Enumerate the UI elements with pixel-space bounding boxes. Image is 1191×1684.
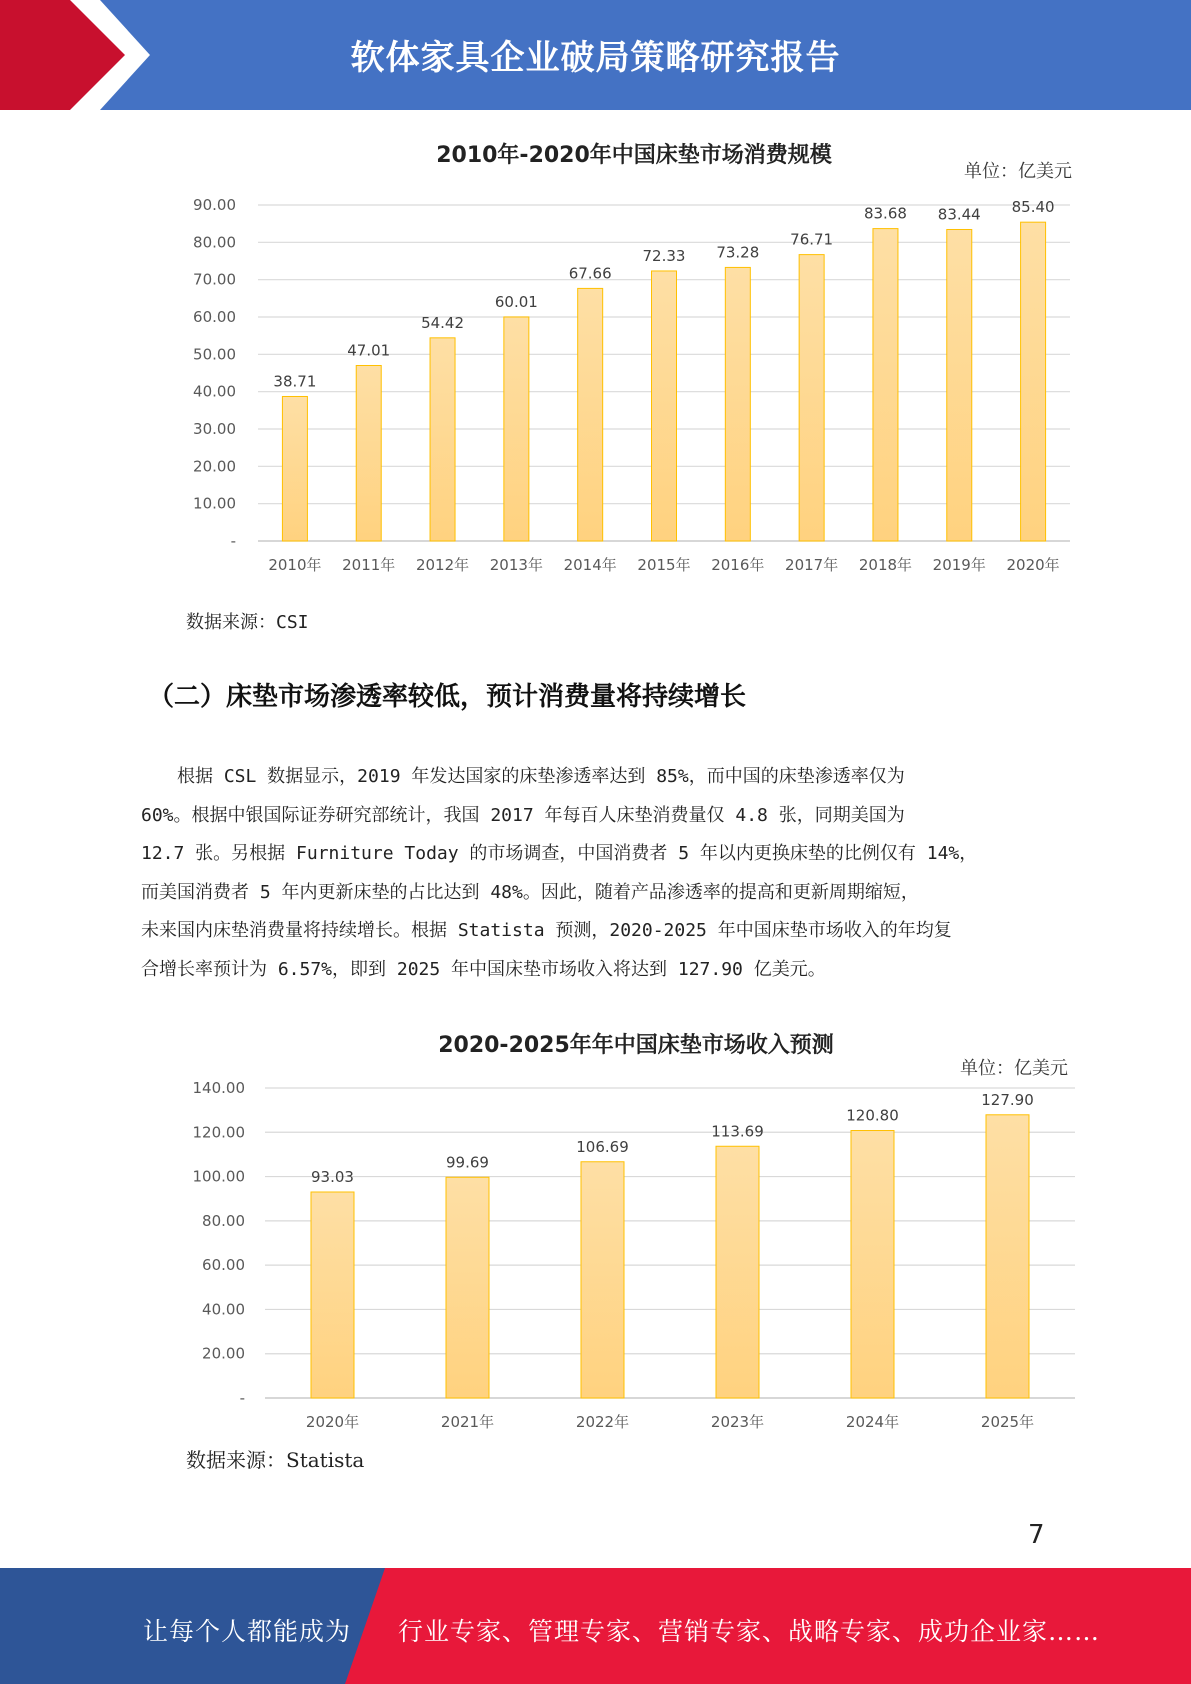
- revenue-forecast-chart: [0, 1025, 1191, 1439]
- data-label: 127.90: [981, 1090, 1034, 1109]
- section-heading: （二）床垫市场渗透率较低，预计消费量将持续增长: [148, 682, 747, 712]
- bar: [947, 229, 972, 541]
- paragraph-line: 根据 CSL 数据显示，2019 年发达国家的床垫渗透率达到 85%，而中国的床垫渗透率仅为: [141, 766, 905, 787]
- bar: [311, 1192, 354, 1398]
- chart-title: 2010年-2020年中国床垫市场消费规模: [436, 143, 832, 168]
- x-tick-label: 2011年: [342, 556, 396, 574]
- page-footer: [0, 1568, 1191, 1684]
- x-tick-label: 2019年: [932, 556, 986, 574]
- data-label: 106.69: [576, 1137, 629, 1156]
- paragraph-line: 而美国消费者 5 年内更新床垫的占比达到 48%。因此，随着产品渗透率的提高和更新周期缩短，: [141, 881, 919, 903]
- data-label: 73.28: [716, 243, 760, 262]
- chart2-svg: [0, 1025, 1191, 1435]
- y-tick-label: 40.00: [202, 1300, 245, 1319]
- data-label: 47.01: [347, 341, 391, 360]
- paragraph-line: 未来国内床垫消费量将持续增长。根据 Statista 预测，2020-2025 年中国床垫市场收入的年均复: [141, 920, 952, 942]
- bar: [430, 338, 455, 541]
- bar: [873, 229, 898, 541]
- data-label: 54.42: [421, 313, 465, 332]
- x-tick-label: 2012年: [415, 556, 470, 574]
- y-tick-label: 40.00: [193, 382, 236, 401]
- y-tick-label: -: [239, 1389, 245, 1407]
- paragraph-line: 12.7 张。另根据 Furniture Today 的市场调查，中国消费者 5 年以内更换床垫的比例仅有 14%，: [141, 843, 978, 865]
- y-tick-label: 30.00: [193, 420, 236, 438]
- chart1-svg: [0, 130, 1191, 590]
- bar: [652, 271, 677, 541]
- data-label: 83.44: [937, 205, 981, 224]
- x-tick-label: 2017年: [785, 556, 839, 574]
- x-tick-label: 2018年: [858, 556, 913, 574]
- page-header: [0, 0, 1191, 110]
- bar: [504, 317, 529, 541]
- bar: [578, 288, 603, 541]
- y-tick-label: 60.00: [202, 1256, 245, 1275]
- report-title: 软体家具企业破局策略研究报告: [350, 38, 841, 78]
- x-tick-label: 2010年: [268, 556, 322, 574]
- data-label: 83.68: [863, 204, 907, 223]
- x-tick-label: 2013年: [489, 556, 543, 574]
- data-label: 85.40: [1011, 198, 1055, 217]
- y-tick-label: 100.00: [192, 1167, 245, 1186]
- bar: [581, 1162, 624, 1398]
- data-label: 76.71: [790, 230, 834, 249]
- footer-slogan-left: 让每个人都能成为: [143, 1617, 352, 1646]
- y-tick-label: 60.00: [193, 308, 236, 326]
- data-label: 72.33: [642, 246, 686, 265]
- data-label: 113.69: [711, 1122, 764, 1141]
- paragraph-line: 合增长率预计为 6.57%，即到 2025 年中国床垫市场收入将达到 127.90 亿美元。: [141, 958, 826, 980]
- data-label: 38.71: [273, 372, 317, 391]
- x-tick-label: 2014年: [563, 556, 617, 574]
- y-tick-label: 120.00: [192, 1123, 245, 1142]
- y-tick-label: 20.00: [193, 457, 236, 476]
- data-label: 93.03: [311, 1168, 354, 1187]
- data-label: 67.66: [568, 264, 612, 283]
- bar: [851, 1131, 894, 1398]
- bar: [986, 1115, 1029, 1398]
- chart1-source: 数据来源：CSI: [186, 612, 309, 633]
- consumption-scale-chart: [0, 130, 1191, 594]
- bar: [716, 1146, 759, 1398]
- x-tick-label: 2022年: [575, 1413, 630, 1431]
- bar: [446, 1177, 489, 1398]
- y-tick-label: 80.00: [202, 1211, 245, 1230]
- x-tick-label: 2016年: [711, 556, 765, 574]
- x-tick-label: 2020年: [1006, 556, 1060, 574]
- y-tick-label: 140.00: [192, 1079, 245, 1097]
- footer-slogan-right: 行业专家、管理专家、营销专家、战略专家、成功企业家……: [398, 1617, 1101, 1646]
- chart-title: 2020-2025年年中国床垫市场收入预测: [438, 1033, 834, 1058]
- y-tick-label: 20.00: [202, 1344, 245, 1363]
- x-tick-label: 2023年: [710, 1413, 765, 1431]
- y-tick-label: 80.00: [193, 233, 236, 252]
- body-paragraph: [141, 758, 1061, 990]
- bar: [282, 396, 307, 541]
- chart-unit: 单位：亿美元: [960, 1058, 1068, 1079]
- bar: [725, 267, 750, 541]
- chart2-source: 数据来源：Statista: [186, 1448, 365, 1472]
- y-tick-label: -: [230, 532, 236, 550]
- x-tick-label: 2015年: [637, 556, 691, 574]
- y-tick-label: 10.00: [193, 494, 236, 513]
- bar: [356, 365, 381, 541]
- x-tick-label: 2024年: [845, 1413, 900, 1431]
- x-tick-label: 2025年: [980, 1413, 1035, 1431]
- y-tick-label: 90.00: [193, 196, 236, 214]
- data-label: 99.69: [446, 1153, 489, 1172]
- bar: [1021, 222, 1046, 541]
- data-label: 120.80: [846, 1106, 899, 1125]
- y-tick-label: 70.00: [193, 270, 236, 289]
- paragraph-line: 60%。根据中银国际证券研究部统计，我国 2017 年每百人床垫消费量仅 4.8 张，同期美国为: [141, 804, 905, 826]
- x-tick-label: 2021年: [440, 1413, 495, 1431]
- y-tick-label: 50.00: [193, 345, 236, 364]
- page-number: 7: [1028, 1520, 1045, 1550]
- x-tick-label: 2020年: [305, 1413, 360, 1431]
- data-label: 60.01: [494, 292, 538, 311]
- bar: [799, 255, 824, 541]
- chart-unit: 单位：亿美元: [964, 161, 1072, 182]
